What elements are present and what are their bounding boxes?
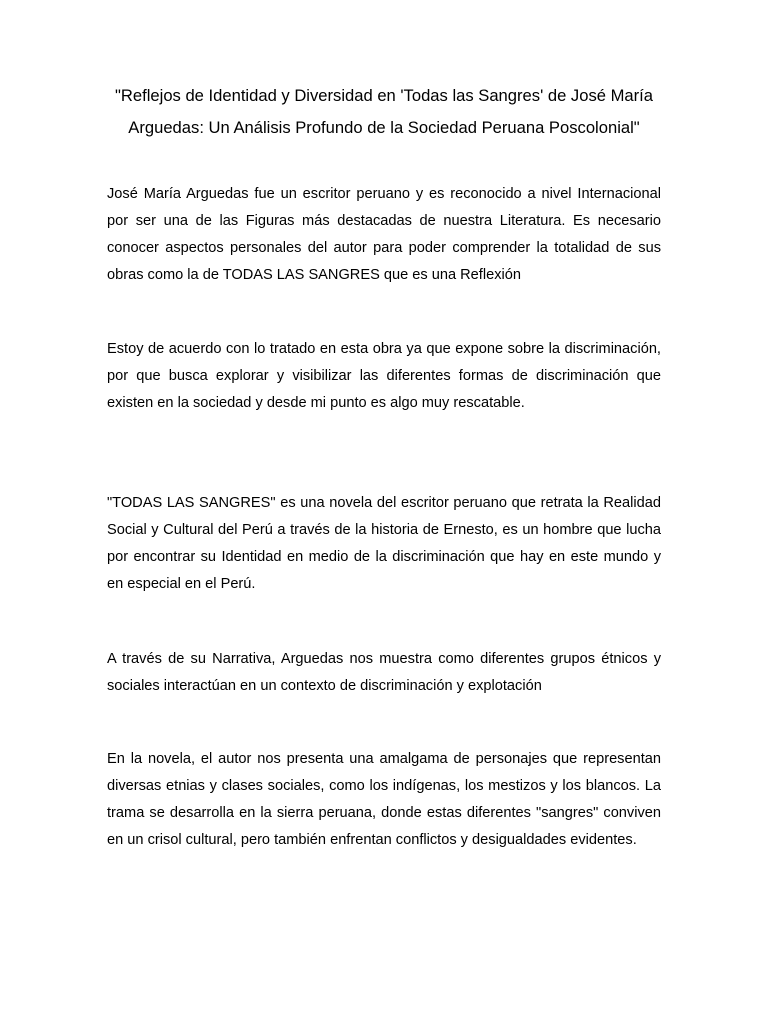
paragraph-novel-summary: "TODAS LAS SANGRES" es una novela del escritor peruano que retrata la Realidad Social y Cultural del Perú a través de la historia de Ernesto, es un hombre que lucha por encontrar su Identidad en medio de la discriminación que hay en este mundo y en especial en el Perú. — [107, 495, 661, 592]
paragraph-intro: José María Arguedas fue un escritor peruano y es reconocido a nivel Internacional por ser una de las Figuras más destacadas de nuestra Literatura. Es necesario conocer aspectos personales del autor para poder comprender la totalidad de sus obras como la de TODAS LAS SANGRES que es una Reflexión — [107, 186, 661, 283]
paragraph-characters: En la novela, el autor nos presenta una amalgama de personajes que representan diversas etnias y clases sociales, como los indígenas, los mestizos y los blancos. La trama se desarrolla en la sierra peruana, donde estas diferentes "sangres" conviven en un crisol cultural, pero también enfrentan conflictos y desigualdades evidentes. — [107, 751, 661, 848]
paragraph-opinion: Estoy de acuerdo con lo tratado en esta obra ya que expone sobre la discriminación, por que busca explorar y visibilizar las diferentes formas de discriminación que existen en la sociedad y desde mi punto es algo muy rescatable. — [107, 341, 661, 411]
document-title: "Reflejos de Identidad y Diversidad en 'Todas las Sangres' de José María Arguedas: Un Análisis Profundo de la Sociedad Peruana Poscolonial" — [115, 86, 653, 137]
paragraph-narrative: A través de su Narrativa, Arguedas nos muestra como diferentes grupos étnicos y sociales interactúan en un contexto de discriminación y explotación — [107, 651, 661, 694]
